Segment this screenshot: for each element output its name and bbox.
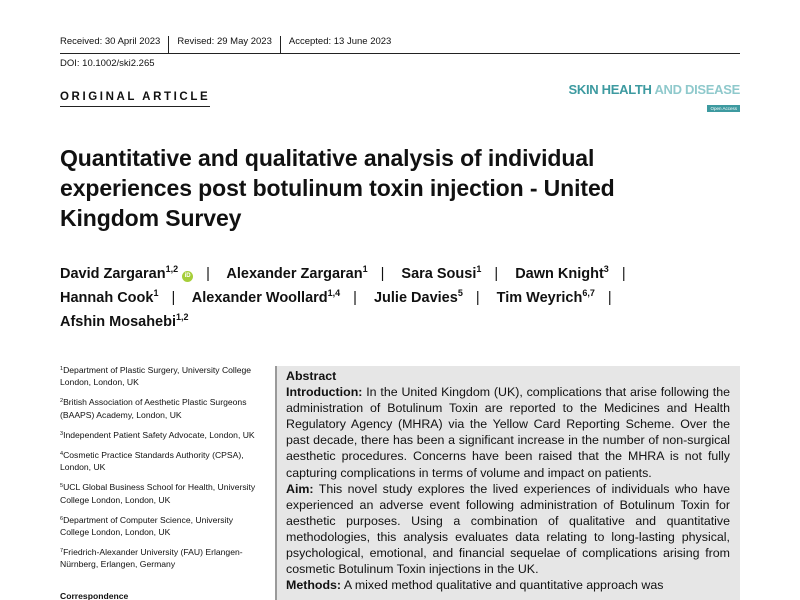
author-separator: | <box>475 290 480 306</box>
abstract-box <box>275 366 740 600</box>
date-divider <box>280 36 281 54</box>
affiliation: $^5$UCL Global Business School for Health, University College London, London, UK <box>60 482 256 505</box>
accepted-date: Accepted: 13 June 2023 <box>288 36 392 47</box>
article-title: Quantitative and qualitative analysis of individual experiences post botulinum toxin injection - United Kingdom Survey <box>60 145 615 231</box>
affiliation: $^2$British Association of Aesthetic Plastic Surgeons (BAAPS) Academy, London, UK <box>60 397 247 420</box>
author-separator: | <box>607 290 612 306</box>
publication-dates <box>60 36 740 54</box>
author[interactable]: Alexander Zargaran$^1$ <box>226 264 368 282</box>
author-separator: | <box>171 290 176 306</box>
author-separator: | <box>380 266 385 282</box>
abstract-methods: Methods: A mixed method qualitative and quantitative approach was <box>286 578 664 593</box>
author[interactable]: Afshin Mosahebi$^{1,2}$ <box>60 312 189 330</box>
received-date: Received: 30 April 2023 <box>60 36 161 47</box>
author[interactable]: Alexander Woollard$^{1,4}$ <box>191 288 341 306</box>
abstract-heading: Abstract <box>286 369 337 383</box>
journal-logo <box>568 82 740 115</box>
date-divider <box>168 36 169 54</box>
affiliation: $^6$Department of Computer Science, University College London, London, UK <box>60 514 234 538</box>
author-list <box>60 262 750 334</box>
affiliation: $^3$Independent Patient Safety Advocate, London, UK <box>60 429 255 440</box>
author[interactable]: Tim Weyrich$^{6,7}$ <box>496 288 595 306</box>
revised-date: Revised: 29 May 2023 <box>177 36 272 47</box>
author-separator: | <box>494 266 499 282</box>
author[interactable]: Hannah Cook$^1$ <box>60 288 159 306</box>
affiliation: $^4$Cosmetic Practice Standards Authority (CPSA), London, UK <box>60 450 244 473</box>
journal-name-light: AND DISEASE <box>651 82 740 97</box>
author[interactable]: Sara Sousi$^1$ <box>401 264 482 282</box>
affiliations <box>60 364 260 579</box>
journal-name-bold: SKIN HEALTH <box>568 82 652 97</box>
author[interactable]: Dawn Knight$^3$ <box>515 264 609 282</box>
author[interactable]: Julie Davies$^5$ <box>373 288 463 306</box>
affiliation: $^7$Friedrich-Alexander University (FAU) Erlangen-Nürnberg, Erlangen, Germany <box>60 547 243 570</box>
author[interactable]: David Zargaran$^{1,2}$iD <box>60 266 193 282</box>
doi[interactable]: DOI: 10.1002/ski2.265 <box>60 58 155 69</box>
abstract-introduction: Introduction: In the United Kingdom (UK), complications that arise following the administration of Botulinum Toxin are reported to the Medicines and Health Regulatory Agency (MHRA) via the Yellow Card Reporting Scheme. Over the past decade, there has been a significant increase in the number of non-surgical aesthetic procedures. Concerns have been raised that the MHRA is not fully capturing complications in terms of volume and impact on patients. <box>286 385 730 480</box>
orcid-icon[interactable]: iD <box>182 271 193 282</box>
author-separator: | <box>206 266 210 282</box>
abstract-aim: Aim: This novel study explores the lived experiences of individuals who have experienced an adverse event following administration of Botulinum Toxin for aesthetic purposes. Using a combination of qualitative and quantitative methodologies, this analysis evaluates data relating to long-lasting physical, psychological, emotional, and financial sequelae of complications arising from cosmetic Botulinum Toxin injections in the UK. <box>286 481 730 577</box>
open-access-badge: Open Access <box>707 105 740 112</box>
author-separator: | <box>353 290 357 306</box>
correspondence-label: Correspondence <box>60 591 129 600</box>
article-type: ORIGINAL ARTICLE <box>60 91 210 107</box>
author-separator: | <box>621 266 626 282</box>
affiliation: $^1$Department of Plastic Surgery, University College London, London, UK <box>60 365 252 388</box>
